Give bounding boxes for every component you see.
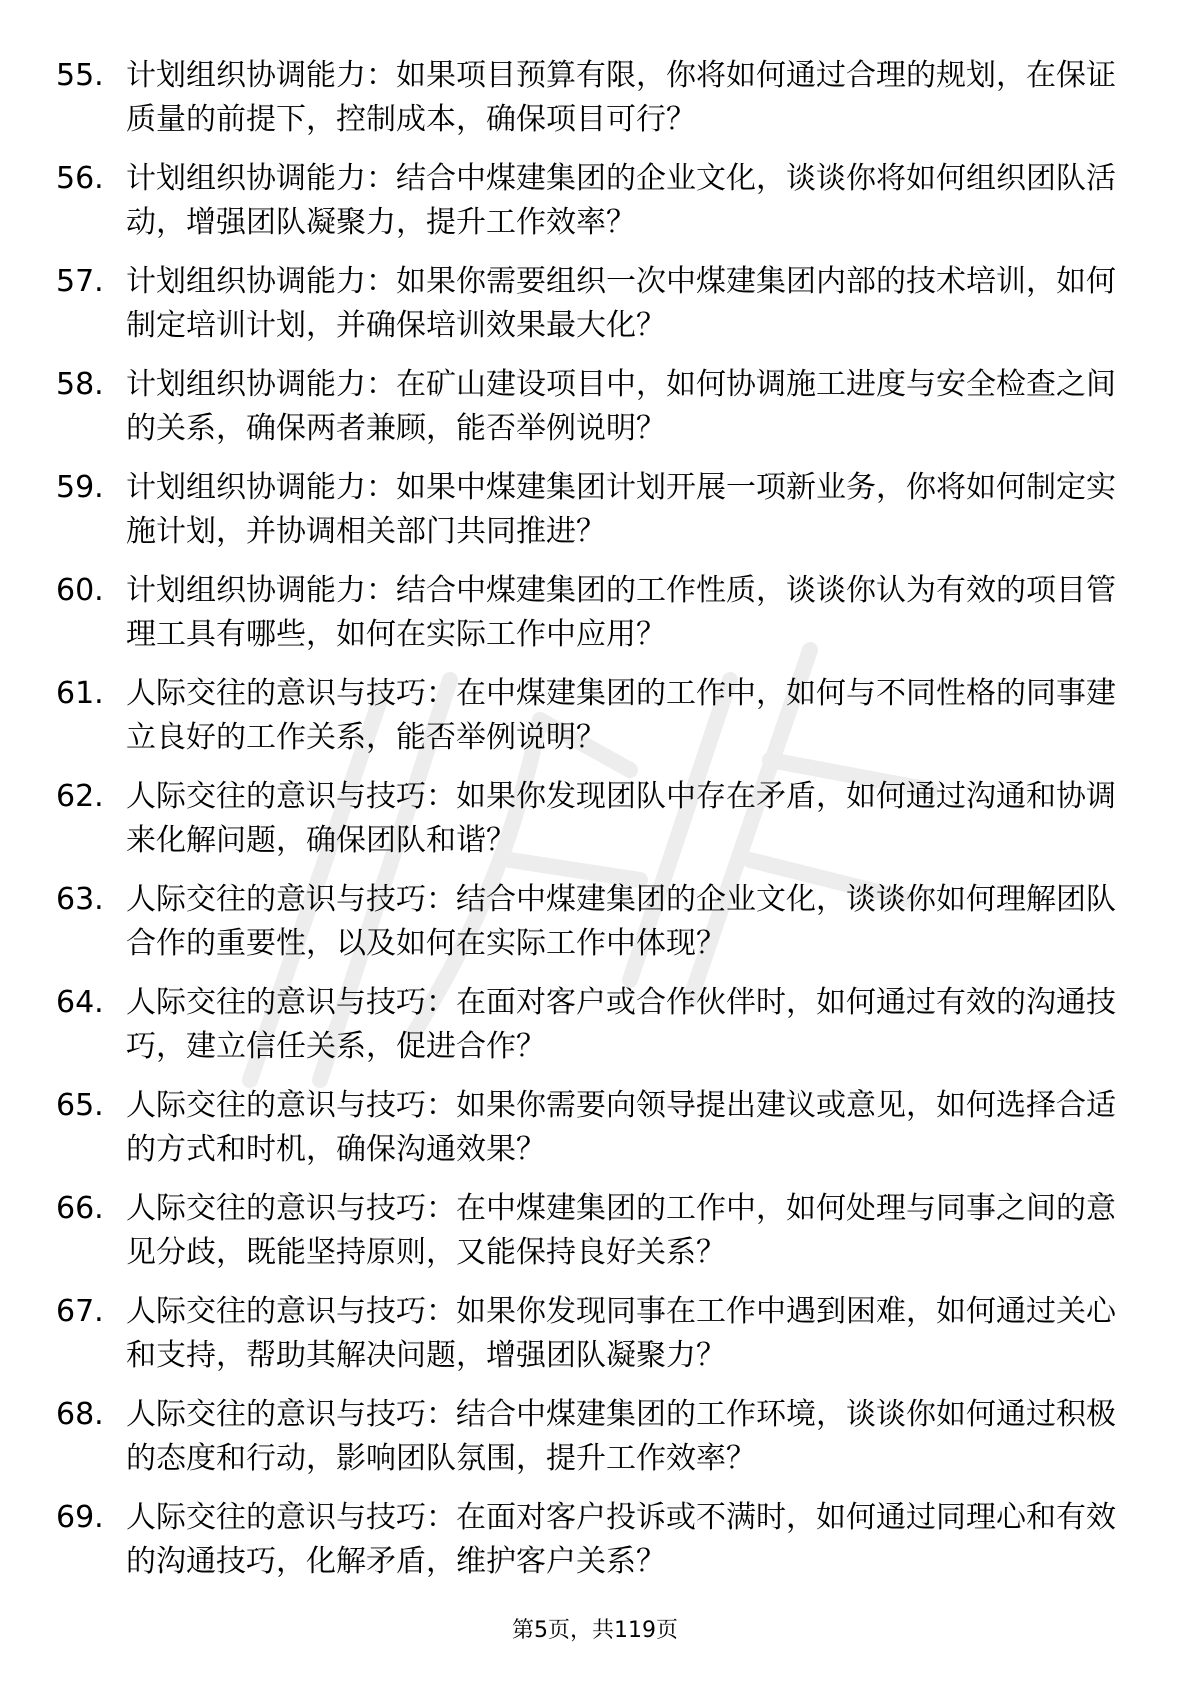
question-text: 计划组织协调能力：如果你需要组织一次中煤建集团内部的技术培训，如何制定培训计划，并确保培训效果最大化？ xyxy=(126,264,1116,343)
question-item xyxy=(56,569,1116,657)
question-item xyxy=(56,981,1116,1069)
question-number: 61. xyxy=(56,676,104,711)
question-text: 计划组织协调能力：结合中煤建集团的企业文化，谈谈你将如何组织团队活动，增强团队凝聚力，提升工作效率？ xyxy=(126,161,1116,240)
question-text: 人际交往的意识与技巧：结合中煤建集团的工作环境，谈谈你如何通过积极的态度和行动，影响团队氛围，提升工作效率？ xyxy=(126,1397,1116,1476)
question-number: 62. xyxy=(56,779,104,814)
question-item xyxy=(56,1393,1116,1481)
question-text: 人际交往的意识与技巧：结合中煤建集团的企业文化，谈谈你如何理解团队合作的重要性，以及如何在实际工作中体现？ xyxy=(126,882,1116,961)
question-text: 计划组织协调能力：如果中煤建集团计划开展一项新业务，你将如何制定实施计划，并协调相关部门共同推进？ xyxy=(126,470,1116,549)
question-text: 人际交往的意识与技巧：在中煤建集团的工作中，如何与不同性格的同事建立良好的工作关系，能否举例说明？ xyxy=(126,676,1116,755)
question-number: 63. xyxy=(56,882,104,917)
question-item xyxy=(56,878,1116,966)
question-number: 56. xyxy=(56,161,104,196)
question-item xyxy=(56,363,1116,451)
question-list xyxy=(56,54,1116,1599)
question-text: 计划组织协调能力：如果项目预算有限，你将如何通过合理的规划，在保证质量的前提下，控制成本，确保项目可行？ xyxy=(126,58,1116,137)
question-number: 59. xyxy=(56,470,104,505)
question-text: 人际交往的意识与技巧：在面对客户投诉或不满时，如何通过同理心和有效的沟通技巧，化解矛盾，维护客户关系？ xyxy=(126,1500,1116,1579)
question-text: 人际交往的意识与技巧：如果你发现团队中存在矛盾，如何通过沟通和协调来化解问题，确保团队和谐？ xyxy=(126,779,1116,858)
question-text: 计划组织协调能力：在矿山建设项目中，如何协调施工进度与安全检查之间的关系，确保两者兼顾，能否举例说明？ xyxy=(126,367,1116,446)
question-item xyxy=(56,157,1116,245)
question-number: 58. xyxy=(56,367,104,402)
question-number: 68. xyxy=(56,1397,104,1432)
question-number: 65. xyxy=(56,1088,104,1123)
question-text: 人际交往的意识与技巧：在中煤建集团的工作中，如何处理与同事之间的意见分歧，既能坚持原则，又能保持良好关系？ xyxy=(126,1191,1116,1270)
question-text: 人际交往的意识与技巧：如果你发现同事在工作中遇到困难，如何通过关心和支持，帮助其解决问题，增强团队凝聚力？ xyxy=(126,1294,1116,1373)
question-item xyxy=(56,260,1116,348)
question-text: 人际交往的意识与技巧：在面对客户或合作伙伴时，如何通过有效的沟通技巧，建立信任关系，促进合作？ xyxy=(126,985,1116,1064)
question-item xyxy=(56,1290,1116,1378)
question-number: 67. xyxy=(56,1294,104,1329)
question-item xyxy=(56,775,1116,863)
question-number: 64. xyxy=(56,985,104,1020)
question-text: 人际交往的意识与技巧：如果你需要向领导提出建议或意见，如何选择合适的方式和时机，确保沟通效果？ xyxy=(126,1088,1116,1167)
question-item xyxy=(56,54,1116,142)
question-number: 69. xyxy=(56,1500,104,1535)
question-number: 57. xyxy=(56,264,104,299)
question-item xyxy=(56,672,1116,760)
question-number: 60. xyxy=(56,573,104,608)
question-text: 计划组织协调能力：结合中煤建集团的工作性质，谈谈你认为有效的项目管理工具有哪些，如何在实际工作中应用？ xyxy=(126,573,1116,652)
question-number: 55. xyxy=(56,58,104,93)
question-item xyxy=(56,466,1116,554)
question-item xyxy=(56,1187,1116,1275)
question-number: 66. xyxy=(56,1191,104,1226)
page-footer: 第5页，共119页 xyxy=(512,1618,678,1643)
question-item xyxy=(56,1084,1116,1172)
question-item xyxy=(56,1496,1116,1584)
